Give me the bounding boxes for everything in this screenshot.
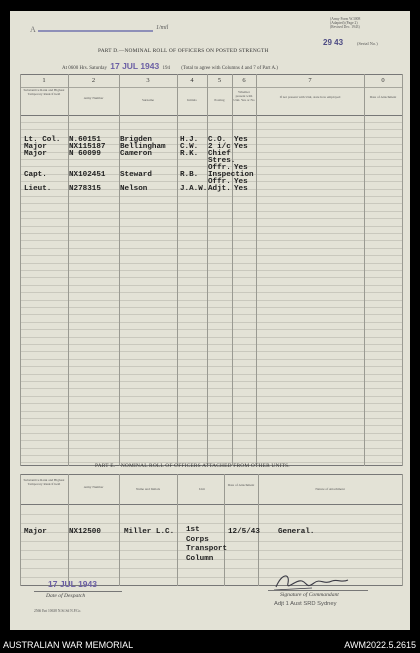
cell-army-number: NX12500 [69, 528, 101, 536]
archive-reference: AWM2022.5.2615 [344, 640, 416, 650]
ruled-line [20, 129, 402, 130]
ruled-line [20, 226, 402, 227]
cell-surname: Bellingham [120, 143, 166, 151]
part-e-table [10, 474, 410, 586]
despatch-date-stamp: 17 JUL 1943 [48, 579, 97, 589]
col-number: 3 [146, 77, 150, 84]
header-name: Name and Initials [135, 487, 161, 491]
column-line [364, 74, 365, 466]
unit-line: Column [186, 554, 214, 563]
ruled-line [20, 270, 402, 271]
cell-posting: C.O. [208, 136, 227, 144]
ruled-line [20, 322, 402, 323]
table-border-top [20, 74, 402, 75]
cell-initials: R.K. [180, 150, 199, 158]
column-line [177, 74, 178, 466]
ruled-line [20, 374, 402, 375]
signatory-title: Adjt 1 Aust SRD Sydney [274, 601, 337, 607]
column-line [20, 474, 21, 586]
ruled-line [20, 277, 402, 278]
header-army-number: Army Number [83, 96, 104, 100]
column-line [20, 74, 21, 466]
top-left-code: 1/mil [156, 25, 169, 31]
cell-number: NX102451 [69, 171, 106, 179]
cell-posting: Chief [208, 150, 231, 158]
cell-posting: Inspection [208, 171, 254, 179]
cell-posting: 2 i/c [208, 143, 231, 151]
ruled-line [20, 344, 402, 345]
cell-nature: General. [278, 528, 315, 536]
cell-posting: Adjt. [208, 185, 231, 193]
column-line [177, 474, 178, 586]
ruled-line [20, 411, 402, 412]
ruled-line [20, 359, 402, 360]
col-number: 2 [91, 77, 96, 84]
ruled-line [20, 523, 402, 524]
cell-rank: Major [24, 150, 47, 158]
archive-name: AUSTRALIAN WAR MEMORIAL [3, 640, 134, 650]
top-left-mark: A [30, 25, 36, 34]
header-divider [20, 115, 402, 116]
ruled-line [20, 285, 402, 286]
form-page [10, 11, 410, 630]
cell-initials: H.J. [180, 136, 199, 144]
print-note: 2566 Ent 10638 N.Sf.Sd N.P.Co. [34, 609, 82, 613]
cell-rank: Lieut. [24, 185, 52, 193]
signature-underline [268, 590, 368, 591]
column-line [232, 74, 233, 466]
ruled-line [20, 440, 402, 441]
ruled-line [20, 263, 402, 264]
col-number: 5 [217, 77, 222, 84]
col-number: 6 [242, 77, 246, 84]
part-d-title: PART D.—NOMINAL ROLL OF OFFICERS ON POSTED STRENGTH [98, 48, 269, 54]
unit-line: Corps [186, 535, 209, 544]
archive-footer [0, 638, 420, 653]
ruled-line [20, 203, 402, 204]
signature-label: Signature of Commandant [280, 592, 339, 598]
cell-surname: Cameron [120, 150, 152, 158]
part-e-border-top [20, 474, 402, 475]
header-attachment-date: Date of Attachment [369, 95, 397, 99]
col-number: 4 [190, 77, 194, 84]
cell-posting: Offr. [208, 164, 231, 172]
cell-present: Yes [234, 136, 248, 144]
cell-number: N.60151 [69, 136, 101, 144]
date-stamp: 17 JUL 1943 [110, 61, 160, 71]
header-attachment-date: Date of Attachment [227, 483, 255, 487]
cell-present: Yes [234, 178, 248, 186]
cell-date: 12/5/43 [228, 528, 260, 536]
header-posting: Posting [214, 98, 225, 102]
serial-label: (Serial No.) [357, 41, 378, 46]
part-e-title: PART E.—NOMINAL ROLL OF OFFICERS ATTACHED FROM OTHER UNITS. [95, 463, 290, 469]
cell-name: Miller L.C. [124, 528, 175, 536]
column-line [402, 74, 403, 466]
strength-date-line [62, 61, 278, 71]
ruled-line [20, 233, 402, 234]
ruled-line [20, 396, 402, 397]
part-e-header-divider [20, 504, 402, 505]
header-surname: Surname [141, 98, 155, 102]
cell-rank: Lt. Col. [24, 136, 61, 144]
strikethrough-line [38, 30, 153, 32]
serial-number: 29 43 [323, 38, 344, 47]
header-rank: Substantive Rank and Highest Temporary Rank if held [23, 88, 65, 96]
column-line [256, 74, 257, 466]
form-ref-line: (Adapted) (Page 2) [330, 21, 358, 26]
col-number-divider [20, 87, 402, 88]
cell-rank: Major [24, 528, 47, 536]
header-employment: If not present with Unit, state how employed [279, 95, 341, 99]
ruled-line [20, 418, 402, 419]
cell-rank: Capt. [24, 171, 47, 179]
column-line [207, 74, 208, 466]
cell-initials: R.B. [180, 171, 199, 179]
ruled-line [20, 122, 402, 123]
ruled-line [20, 196, 402, 197]
ruled-line [20, 211, 402, 212]
cell-posting: Offr. [208, 178, 231, 186]
column-line [68, 74, 69, 466]
ruled-line [20, 448, 402, 449]
cell-number: N278315 [69, 185, 101, 193]
part-d-table [10, 74, 410, 466]
col-number: 7 [308, 77, 312, 84]
column-line [119, 474, 120, 586]
ruled-line [20, 381, 402, 382]
col-number: 0 [381, 77, 385, 84]
ruled-line [20, 337, 402, 338]
ruled-line [20, 388, 402, 389]
header-rank: Substantive Rank and Highest Temporary Rank if held [23, 478, 65, 486]
ruled-line [20, 248, 402, 249]
unit-line: 1st [186, 526, 200, 534]
despatch-underline [34, 591, 122, 592]
form-ref-line: (Revised Dec. 1943) [330, 25, 360, 30]
ruled-line [20, 300, 402, 301]
ruled-line [20, 329, 402, 330]
form-reference [330, 17, 360, 29]
ruled-line [20, 255, 402, 256]
at-line-suffix: 194 [162, 66, 170, 71]
ruled-line [20, 307, 402, 308]
cell-surname: Steward [120, 171, 152, 179]
column-line [402, 474, 403, 586]
unit-line: Transport [186, 545, 228, 553]
column-line [119, 74, 120, 466]
ruled-line [20, 568, 402, 569]
at-line-note: (Total to agree with Columns 4 and 7 of Part A.) [181, 66, 278, 71]
cell-present: Yes [234, 164, 248, 172]
cell-number: N 60099 [69, 150, 101, 158]
ruled-line [20, 403, 402, 404]
cell-number: NX115187 [69, 143, 106, 151]
despatch-label: Date of Despatch [46, 593, 86, 599]
col-number: 1 [42, 77, 46, 84]
header-initials: Initials [187, 98, 197, 102]
ruled-line [20, 455, 402, 456]
cell-surname: Brigden [120, 136, 152, 144]
form-ref-line: (Army Form W.3008 [330, 17, 361, 21]
ruled-line [20, 425, 402, 426]
ruled-line [20, 351, 402, 352]
ruled-line [20, 218, 402, 219]
ruled-line [20, 433, 402, 434]
cell-rank: Major [24, 143, 47, 151]
cell-present: Yes [234, 185, 248, 193]
cell-posting: Stres. [208, 157, 236, 165]
cell-present: Yes [234, 143, 248, 151]
ruled-line [20, 366, 402, 367]
header-present: Whether present with Unit. Yes or No [233, 90, 255, 102]
cell-initials: J.A.W. [180, 185, 208, 193]
cell-surname: Nelson [120, 185, 148, 193]
ruled-line [20, 240, 402, 241]
header-attachment-nature: Nature of Attachment [315, 487, 345, 491]
ruled-line [20, 514, 402, 515]
ruled-line [20, 314, 402, 315]
header-army-number: Army Number [83, 485, 104, 489]
cell-initials: C.W. [180, 143, 199, 151]
at-line-prefix: At 0600 Hrs. Saturday [62, 66, 107, 71]
ruled-line [20, 292, 402, 293]
cell-unit [186, 526, 227, 564]
header-unit: Unit [198, 487, 206, 491]
